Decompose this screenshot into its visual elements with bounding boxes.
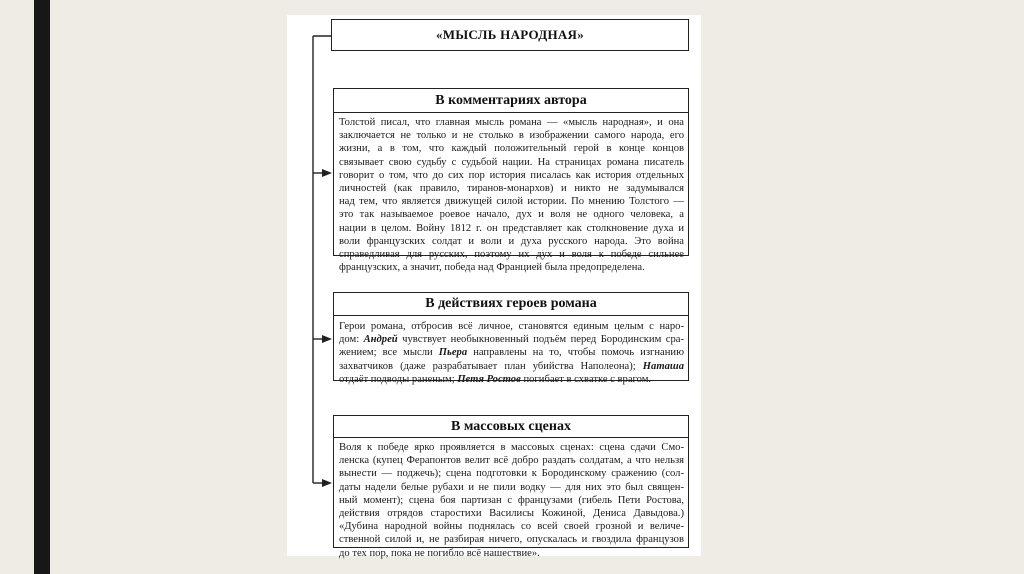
text-line: личностей (как правило, тиранов-монархов) и никто не задумывался xyxy=(339,183,684,195)
text-line: жением; все мысли Пьера направлены на то, чтобы помочь изгнанию xyxy=(339,347,684,359)
character-name: Наташа xyxy=(642,360,684,372)
text-line: даты надели белые рубахи и не пили водку — для них это был священ- xyxy=(339,481,684,493)
text-line: над тем, что является движущей силой истории. По мнению Толстого — xyxy=(339,196,684,208)
slide-left-accent-bar xyxy=(34,0,50,574)
section-heading: В комментариях автора xyxy=(334,89,688,113)
text-line: жизни, а в том, что каждый положительный герой в конце концов xyxy=(339,143,684,155)
section-body xyxy=(334,113,688,276)
section-body xyxy=(334,316,688,388)
text-line: говорит о том, что до сих пор история писалась как история отдельных xyxy=(339,169,684,181)
text-line: французских, а значит, победа над Францией была предопределена. xyxy=(339,262,645,274)
text-line: отдаёт подводы раненым; Петя Ростов погибает в схватке с врагом. xyxy=(339,373,652,385)
text-line: это так называемое роевое начало, дух и воля не одного человека, а xyxy=(339,209,684,221)
text-line: дом: Андрей чувствует необыкновенный подъём перед Бородинским сра- xyxy=(339,334,685,346)
text-line: действия отрядов старостихи Василисы Кожиной, Дениса Давыдова.) xyxy=(339,508,684,520)
section-author-comments xyxy=(333,88,689,274)
text-line: до тех пор, пока не погибло всё нашествие». xyxy=(339,547,540,559)
section-heading: В массовых сценах xyxy=(334,416,688,438)
text-line: ленска (купец Ферапонтов велит всё добро раздать солдатам, а что нельзя xyxy=(339,455,684,467)
character-name: Андрей xyxy=(363,334,398,346)
text-line: связывает свою судьбу с судьбой нации. На страницах романа писатель xyxy=(339,156,684,168)
section-heading: В действиях героев романа xyxy=(334,293,688,316)
section-mass-scenes xyxy=(333,415,689,559)
text-line: воли французских солдат и воли и духа русского народа. Это война xyxy=(339,235,684,247)
text-line: ный момент); сцена боя партизан с французами (гибель Пети Ростова, xyxy=(339,494,684,506)
character-name: Петя Ростов xyxy=(457,373,521,385)
text-line: «Дубина народной войны поднялась со всей своей грозной и величе- xyxy=(339,521,684,533)
text-line: нации в целом. Войну 1812 г. он представляет как столкновение духа и xyxy=(339,222,684,234)
text-line: ственной силой и, не разбирая ничего, опускалась и гвоздила французов xyxy=(339,534,684,546)
text-line: вынести — поджечь); сцена подготовки к Бородинскому сражению (сол- xyxy=(339,468,684,480)
section-heroes-actions xyxy=(333,292,689,385)
section-body xyxy=(334,438,688,562)
text-line: Толстой писал, что главная мысль романа — «мысль народная», и она xyxy=(339,117,684,128)
text-line: Герои романа, отбросив всё личное, становятся единым целым с наро- xyxy=(339,321,684,332)
text-line: Воля к победе ярко проявляется в массовых сценах: сцена сдачи Смо- xyxy=(339,442,684,453)
text-line: захватчиков (даже разрабатывает план убийства Наполеона); Наташа xyxy=(339,360,684,372)
text-line: заключается не только и не столько в изображении самого народа, его xyxy=(339,130,684,142)
main-title: «МЫСЛЬ НАРОДНАЯ» xyxy=(331,19,689,51)
text-line: справедливая для русских, поэтому их дух и воля к победе сильнее xyxy=(339,249,684,261)
character-name: Пьера xyxy=(438,347,468,359)
